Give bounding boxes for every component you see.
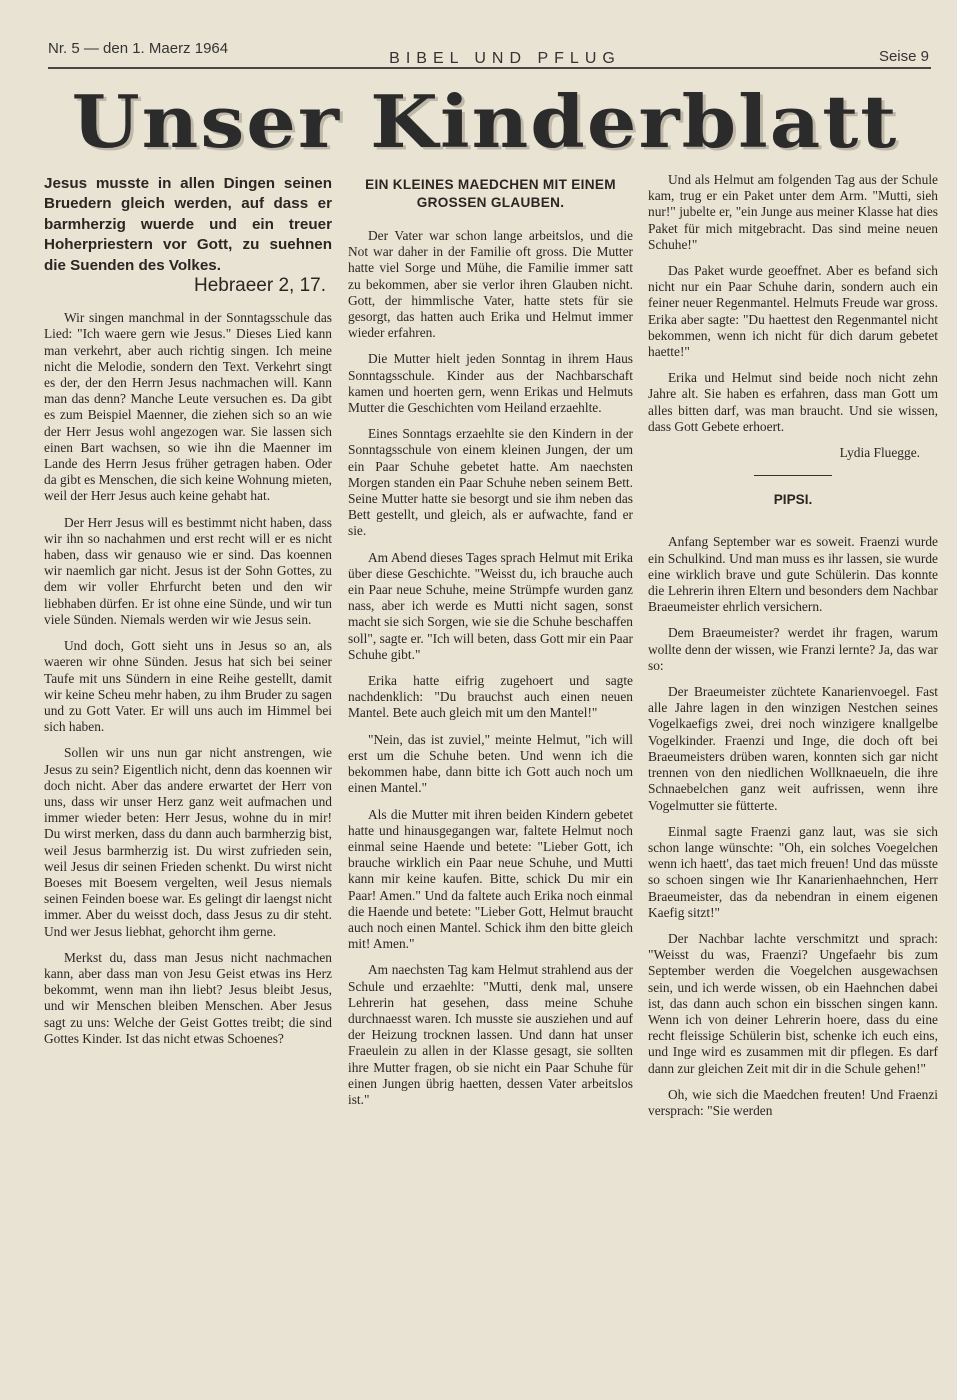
pipsi-paragraph: Der Braeumeister züchtete Kanarienvoegel. Fast alle Jahre lagen in den winzigen Nestchen seines Vogelkaefigs zwei, drei noch winzigere knallgelbe Vogelkinder. Fraenzi und Inge, die doch oft bei Braeumeisters drüben waren, konnten sich gar nicht trennen von den niedlichen Wollknaeueln, die ihre Schnaebelchen ganz weit aufrissen, wenn ihre Vogelmutter sie fütterte. — [648, 684, 938, 813]
column-left — [44, 172, 332, 1057]
section-divider — [754, 475, 832, 476]
pipsi-paragraph: Einmal sagte Fraenzi ganz laut, was sie sich schon lange wünschte: "Oh, ein solches Voegelchen wenn ich haett', das taet mich freuen! Und das müsste so schoen singen wie Ihr Kanarienhaehnchen, Herr Braeumeister, das da nebendran in einem eigenen Kaefig sitzt!" — [648, 823, 938, 920]
pipsi-paragraph: Anfang September war es soweit. Fraenzi wurde ein Schulkind. Und man muss es ihr lassen, sie wurde eine wirklich brave und gute Schülerin. Das konnte die Lehrerin ihren Eltern und besonders dem Nachbar Braeumeister ehrlich versichern. — [648, 534, 938, 615]
story-paragraph: Und als Helmut am folgenden Tag aus der Schule kam, trug er ein Paket unter dem Arm. "Mutti, sieh nur!" jubelte er, "ein Junge aus meiner Klasse hat dies Paket für mich mitgebracht. Das sind meine neuen Schuhe!" — [648, 172, 938, 252]
pipsi-paragraph: Dem Braeumeister? werdet ihr fragen, warum wollte denn der wissen, wie Franzi lernte? Ja, das war so: — [648, 625, 938, 673]
story-paragraph: Die Mutter hielt jeden Sonntag in ihrem Haus Sonntagsschule. Kinder aus der Nachbarschaft kamen und hoerten gern, wenn Erikas und Helmuts Mutter die Geschichten vom Heiland erzaehlte. — [348, 351, 633, 416]
story-paragraph: Eines Sonntags erzaehlte sie den Kindern in der Sonntagsschule von einem kleinen Jungen, der um ein Paar Schuhe gebetet hatte. Am naechsten Morgen standen ein Paar Schuhe neben seinem Bett. Seine Mutter hatte sie besorgt und sie ihm neben das Bett gestellt, und gleich, als er aufwachte, fand er sie. — [348, 426, 633, 539]
story-paragraph: "Nein, das ist zuviel," meinte Helmut, "ich will erst um die Schuhe beten. Und wenn ich die bekommen habe, dann bitte ich Gott auch noch um einen Mantel." — [348, 731, 633, 796]
article-paragraph: Wir singen manchmal in der Sonntagsschule das Lied: "Ich waere gern wie Jesus." Dieses Lied kann man verkehrt, aber auch richtig singen. Ich meine nicht die Melodie, sondern den Text. Verkehrt singt es der, der den Herrn Jesus nachmachen will. Kann man das denn? Manche Leute versuchen es. Da gibt es zum Beispiel Maenner, die ziehen sich so an wie der Herr Jesus wohl angezogen war. Sie lassen sich einen Bart wachsen, so wie ihn die Maenner im Lande des Herrn Jesus früher getragen haben. Oder da gibt es Menschen, die sich keine Wohnung mieten, weil der Herr Jesus auch keine gehabt hat. — [44, 310, 332, 504]
page-number: Seise 9 — [878, 48, 929, 65]
story-paragraph: Erika hatte eifrig zugehoert und sagte nachdenklich: "Du brauchst auch einen neuen Mantel. Bete auch gleich mit um den Mantel!" — [348, 673, 633, 721]
story-paragraph: Als die Mutter mit ihren beiden Kindern gebetet hatte und hinausgegangen war, faltete Helmut noch einmal seine Haende und betete: "Lieber Gott, ich brauche wirklich ein Paar neue Schuhe, und Mutti kann mir keine kaufen. Bitte, schick Du mir ein Paar! Amen." Und da faltete auch Erika noch einmal die Haende und betete: "Lieber Gott, Helmut braucht auch noch einen Mantel. Schick ihm den bitte gleich mit! Amen." — [348, 806, 633, 952]
article-paragraph: Der Herr Jesus will es bestimmt nicht haben, dass wir ihn so nachahmen und erst recht will er es nicht haben, dass wir genauso wie er sind. Das koennen wir naemlich gar nicht. Jesus ist der Sohn Gottes, zu dem wir voller Ehrfurcht beten und den wir liebhaben dürfen. Er ist ohne eine Sünde, und wir tun viele Sünden. Niemals werden wir wie Jesus sein. — [44, 514, 332, 627]
pipsi-title: PIPSI. — [773, 492, 813, 508]
article-paragraph: Merkst du, dass man Jesus nicht nachmachen kann, aber dass man von Jesu Geist etwas ins Herz bekommt, wenn man ihn liebt? Jesus bleibt Jesus, und wir Menschen bleiben Menschen. Aber Jesus sagt zu uns: Welche der Geist Gottes treibt; die sind Gottes Kinder. Ist das nicht etwas Schoenes? — [44, 949, 332, 1046]
story-paragraph: Am naechsten Tag kam Helmut strahlend aus der Schule und erzaehlte: "Mutti, denk mal, unsere Lehrerin hat gesehen, dass meine Schuhe durchnaesst waren. Ich musste sie ausziehen und auf der Heizung trocknen lassen. Und dann hat unser Fraeulein zu allen in der Klasse gesagt, sie sollten ihre Mutter fragen, ob sie nicht ein Paar Schuhe für einen Jungen übrig haetten, dessen Vater arbeitslos ist." — [348, 962, 633, 1107]
story-paragraph: Erika und Helmut sind beide noch nicht zehn Jahre alt. Sie haben es erfahren, dass man Gott um alles bitten darf, was man braucht. Und sie wissen, dass Gott Gebete erhoert. — [648, 370, 938, 434]
story-paragraph: Der Vater war schon lange arbeitslos, und die Not war daher in der Familie oft gross. Die Mutter hatte viel Sorge und Mühe, die Familie immer satt zu bekommen, aber sie verlor ihren Glauben nicht. Gott, der himmlische Vater, hatte stets für sie gesorgt, das hatten auch Erika und Helmut immer wieder erfahren. — [348, 228, 633, 341]
pipsi-paragraph: Der Nachbar lachte verschmitzt und sprach: "Weisst du was, Fraenzi? Ungefaehr bis zum September werden die Voegelchen ausgewachsen sein, und ich werde wissen, ob ein Haehnchen dabei ist, das dann auch schon ein bisschen singen kann. Wenn ich von deiner Lehrerin hoere, dass du eine recht fleissige Schülerin bist, schenke ich euch eins, und Inge wird es zusammen mit dir pflegen. Es darf dann zur gleichen Zeit mit dir in die Schule gehen!" — [648, 930, 938, 1076]
bible-verse: Jesus musste in allen Dingen seinen Bruedern gleich werden, auf dass er barmherzig wuerde und ein treuer Hoherpriestern vor Gott, zu suehnen die Suenden des Volkes. — [44, 175, 332, 274]
header-rule — [48, 67, 931, 69]
article-paragraph: Und doch, Gott sieht uns in Jesus so an, als waeren wir ohne Sünden. Jesus hat sich bei seiner Taufe mit uns Sündern in eine Reihe gestellt, damit wir keine Scheu mehr haben, zu ihm Bruder zu sagen und zu Gott Vater. Er will uns auch im Himmel bei sich haben. — [44, 638, 332, 735]
author-signature: Lydia Fluegge. — [839, 445, 920, 461]
masthead-title: Unser Kinderblatt — [71, 80, 899, 165]
column-middle — [348, 172, 633, 1118]
verse-reference: Hebraeer 2, 17. — [193, 275, 326, 297]
column-right — [648, 172, 938, 1129]
article-paragraph: Sollen wir uns nun gar nicht anstrengen, wie Jesus zu sein? Eigentlich nicht, denn das koennen wir doch nicht. Aber das andere erwartet der Herr von uns, dass wir unser Herz ganz weit aufmachen und immer wieder beten: Herr Jesus, wohne du in mir! Du wirst merken, dass du dann auch barmherzig bist, weil Jesus barmherzig ist. Du wirst zufrieden sein, weil Jesus dir seinen Frieden schenkt. Du wirst nicht Boeses mit Boesem vergelten, weil Jesus niemals seinen Feinden boese war. Es gelingt dir laengst nicht immer. Aber du weisst doch, dass Jesus zu dir steht. Und wer Jesus liebhat, gehorcht ihm gerne. — [44, 745, 332, 939]
pipsi-paragraph: Oh, wie sich die Maedchen freuten! Und Fraenzi versprach: "Sie werden — [648, 1086, 938, 1118]
story-paragraph: Am Abend dieses Tages sprach Helmut mit Erika über diese Geschichte. "Weisst du, ich brauche auch ein Paar neue Schuhe, meine Strümpfe wurden ganz nass, aber ich werde es Mutti nicht sagen, sonst macht sie sich Sorgen, wie sie die Schuhe beschaffen soll", sagte er. "Ich will beten, dass Gott mir ein Paar Schuhe gibt." — [348, 549, 633, 662]
publication-name: BIBEL UND PFLUG — [389, 50, 621, 67]
issue-date: Nr. 5 — den 1. Maerz 1964 — [48, 40, 229, 57]
story-paragraph: Das Paket wurde geoeffnet. Aber es befand sich nicht nur ein Paar Schuhe darin, sondern auch ein feiner neuer Regenmantel. Helmuts Freude war gross. Erika aber sagte: "Du haettest den Regenmantel nicht bekommen, wenn ich nicht für dich darum gebetet haette!" — [648, 263, 938, 360]
story-title: EIN KLEINES MAEDCHEN MIT EINEM GROSSEN GLAUBEN. — [365, 177, 616, 210]
